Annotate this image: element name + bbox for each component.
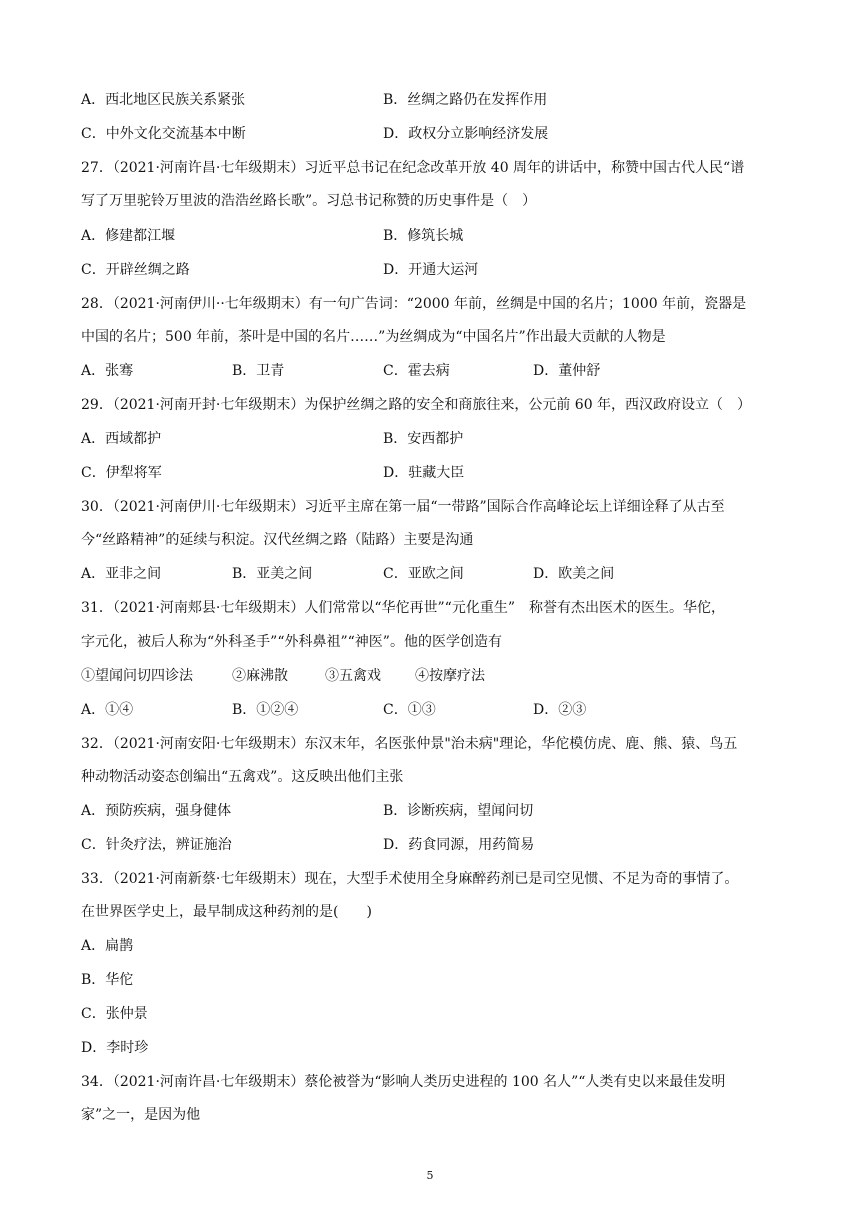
q32-option-d: D．药食同源，用药简易 bbox=[383, 837, 535, 853]
q31-stem-line-1: 31．（2021·河南郏县·七年级期末）人们常常以“华佗再世”“元化重生” 称誉有杰出医术的医生。华佗， bbox=[81, 600, 725, 616]
q31-item-3: ③五禽戏 bbox=[325, 668, 381, 684]
q29-option-c: C．伊犁将军 bbox=[81, 465, 162, 481]
q29-option-a: A．西域都护 bbox=[81, 431, 162, 447]
q30-option-a: A．亚非之间 bbox=[81, 566, 162, 582]
q33-option-d: D．李时珍 bbox=[81, 1040, 149, 1056]
q29-option-b: B．安西都护 bbox=[383, 431, 464, 447]
q27-option-d: D．开通大运河 bbox=[383, 262, 479, 278]
q28-stem-line-2: 中国的名片；500 年前，茶叶是中国的名片……”为丝绸成为“中国名片”作出最大贡献的人物是 bbox=[81, 329, 666, 345]
q33-stem-line-1: 33．（2021·河南新蔡·七年级期末）现在，大型手术使用全身麻醉药剂已是司空见惯、不足为奇的事情了。 bbox=[81, 871, 739, 887]
q28-option-c: C．霍去病 bbox=[383, 363, 450, 379]
page-number: 5 bbox=[426, 1169, 434, 1182]
q30-stem-line-2: 今“丝路精神”的延续与积淀。汉代丝绸之路（陆路）主要是沟通 bbox=[81, 532, 474, 548]
q31-option-a: A．①④ bbox=[81, 702, 134, 718]
q31-option-d: D．②③ bbox=[533, 702, 587, 718]
q30-stem-line-1: 30．（2021·河南伊川·七年级期末）习近平主席在第一届“一带路”国际合作高峰论坛上详细诠释了从古至 bbox=[81, 499, 725, 515]
q27-option-b: B．修筑长城 bbox=[383, 228, 464, 244]
q27-stem-line-2: 写了万里驼铃万里波的浩浩丝路长歌”。习总书记称赞的历史事件是（ ） bbox=[81, 193, 537, 209]
q28-option-b: B．卫青 bbox=[232, 363, 285, 379]
q33-option-c: C．张仲景 bbox=[81, 1006, 148, 1022]
q26-option-d: D．政权分立影响经济发展 bbox=[383, 126, 549, 142]
q32-option-b: B．诊断疾病，望闻问切 bbox=[383, 803, 534, 819]
q30-option-d: D．欧美之间 bbox=[533, 566, 615, 582]
q33-option-b: B．华佗 bbox=[81, 972, 134, 988]
q29-stem-line-1: 29．（2021·河南开封·七年级期末）为保护丝绸之路的安全和商旅往来，公元前 60 年，西汉政府设立（ ） bbox=[81, 397, 752, 413]
q31-stem-line-2: 字元化，被后人称为“外科圣手”“外科鼻祖”“神医”。他的医学创造有 bbox=[81, 634, 502, 650]
q27-option-c: C．开辟丝绸之路 bbox=[81, 262, 190, 278]
q33-option-a: A．扁鹊 bbox=[81, 938, 134, 954]
q33-stem-line-2: 在世界医学史上，最早制成这种药剂的是( ) bbox=[81, 904, 372, 920]
q31-item-2: ②麻沸散 bbox=[232, 668, 288, 684]
q31-item-4: ④按摩疗法 bbox=[415, 668, 485, 684]
q28-option-d: D．董仲舒 bbox=[533, 363, 601, 379]
q27-option-a: A．修建都江堰 bbox=[81, 228, 176, 244]
q30-option-c: C．亚欧之间 bbox=[383, 566, 464, 582]
q27-stem-line-1: 27．（2021·河南许昌·七年级期末）习近平总书记在纪念改革开放 40 周年的讲话中，称赞中国古代人民“谱 bbox=[81, 160, 745, 176]
q31-option-b: B．①②④ bbox=[232, 702, 299, 718]
q32-stem-line-2: 种动物活动姿态创编出“五禽戏”。这反映出他们主张 bbox=[81, 769, 404, 785]
q32-stem-line-1: 32．（2021·河南安阳·七年级期末）东汉末年，名医张仲景"治未病"理论，华佗模仿虎、鹿、熊、猿、鸟五 bbox=[81, 736, 738, 752]
q26-option-b: B．丝绸之路仍在发挥作用 bbox=[383, 92, 548, 108]
q28-option-a: A．张骞 bbox=[81, 363, 134, 379]
q31-option-c: C．①③ bbox=[383, 702, 436, 718]
q28-stem-line-1: 28．（2021·河南伊川··七年级期末）有一句广告词：“2000 年前，丝绸是中国的名片；1000 年前，瓷器是 bbox=[81, 296, 747, 312]
q29-option-d: D．驻藏大臣 bbox=[383, 465, 465, 481]
q34-stem-line-2: 家”之一，是因为他 bbox=[81, 1107, 201, 1123]
q26-option-a: A．西北地区民族关系紧张 bbox=[81, 92, 246, 108]
q32-option-a: A．预防疾病，强身健体 bbox=[81, 803, 232, 819]
q32-option-c: C．针灸疗法，辨证施治 bbox=[81, 837, 232, 853]
q30-option-b: B．亚美之间 bbox=[232, 566, 313, 582]
q31-item-1: ①望闻问切四诊法 bbox=[81, 668, 193, 684]
q26-option-c: C．中外文化交流基本中断 bbox=[81, 126, 246, 142]
q34-stem-line-1: 34．（2021·河南许昌·七年级期末）蔡伦被誉为“影响人类历史进程的 100 名人”“人类有史以来最佳发明 bbox=[81, 1074, 726, 1090]
